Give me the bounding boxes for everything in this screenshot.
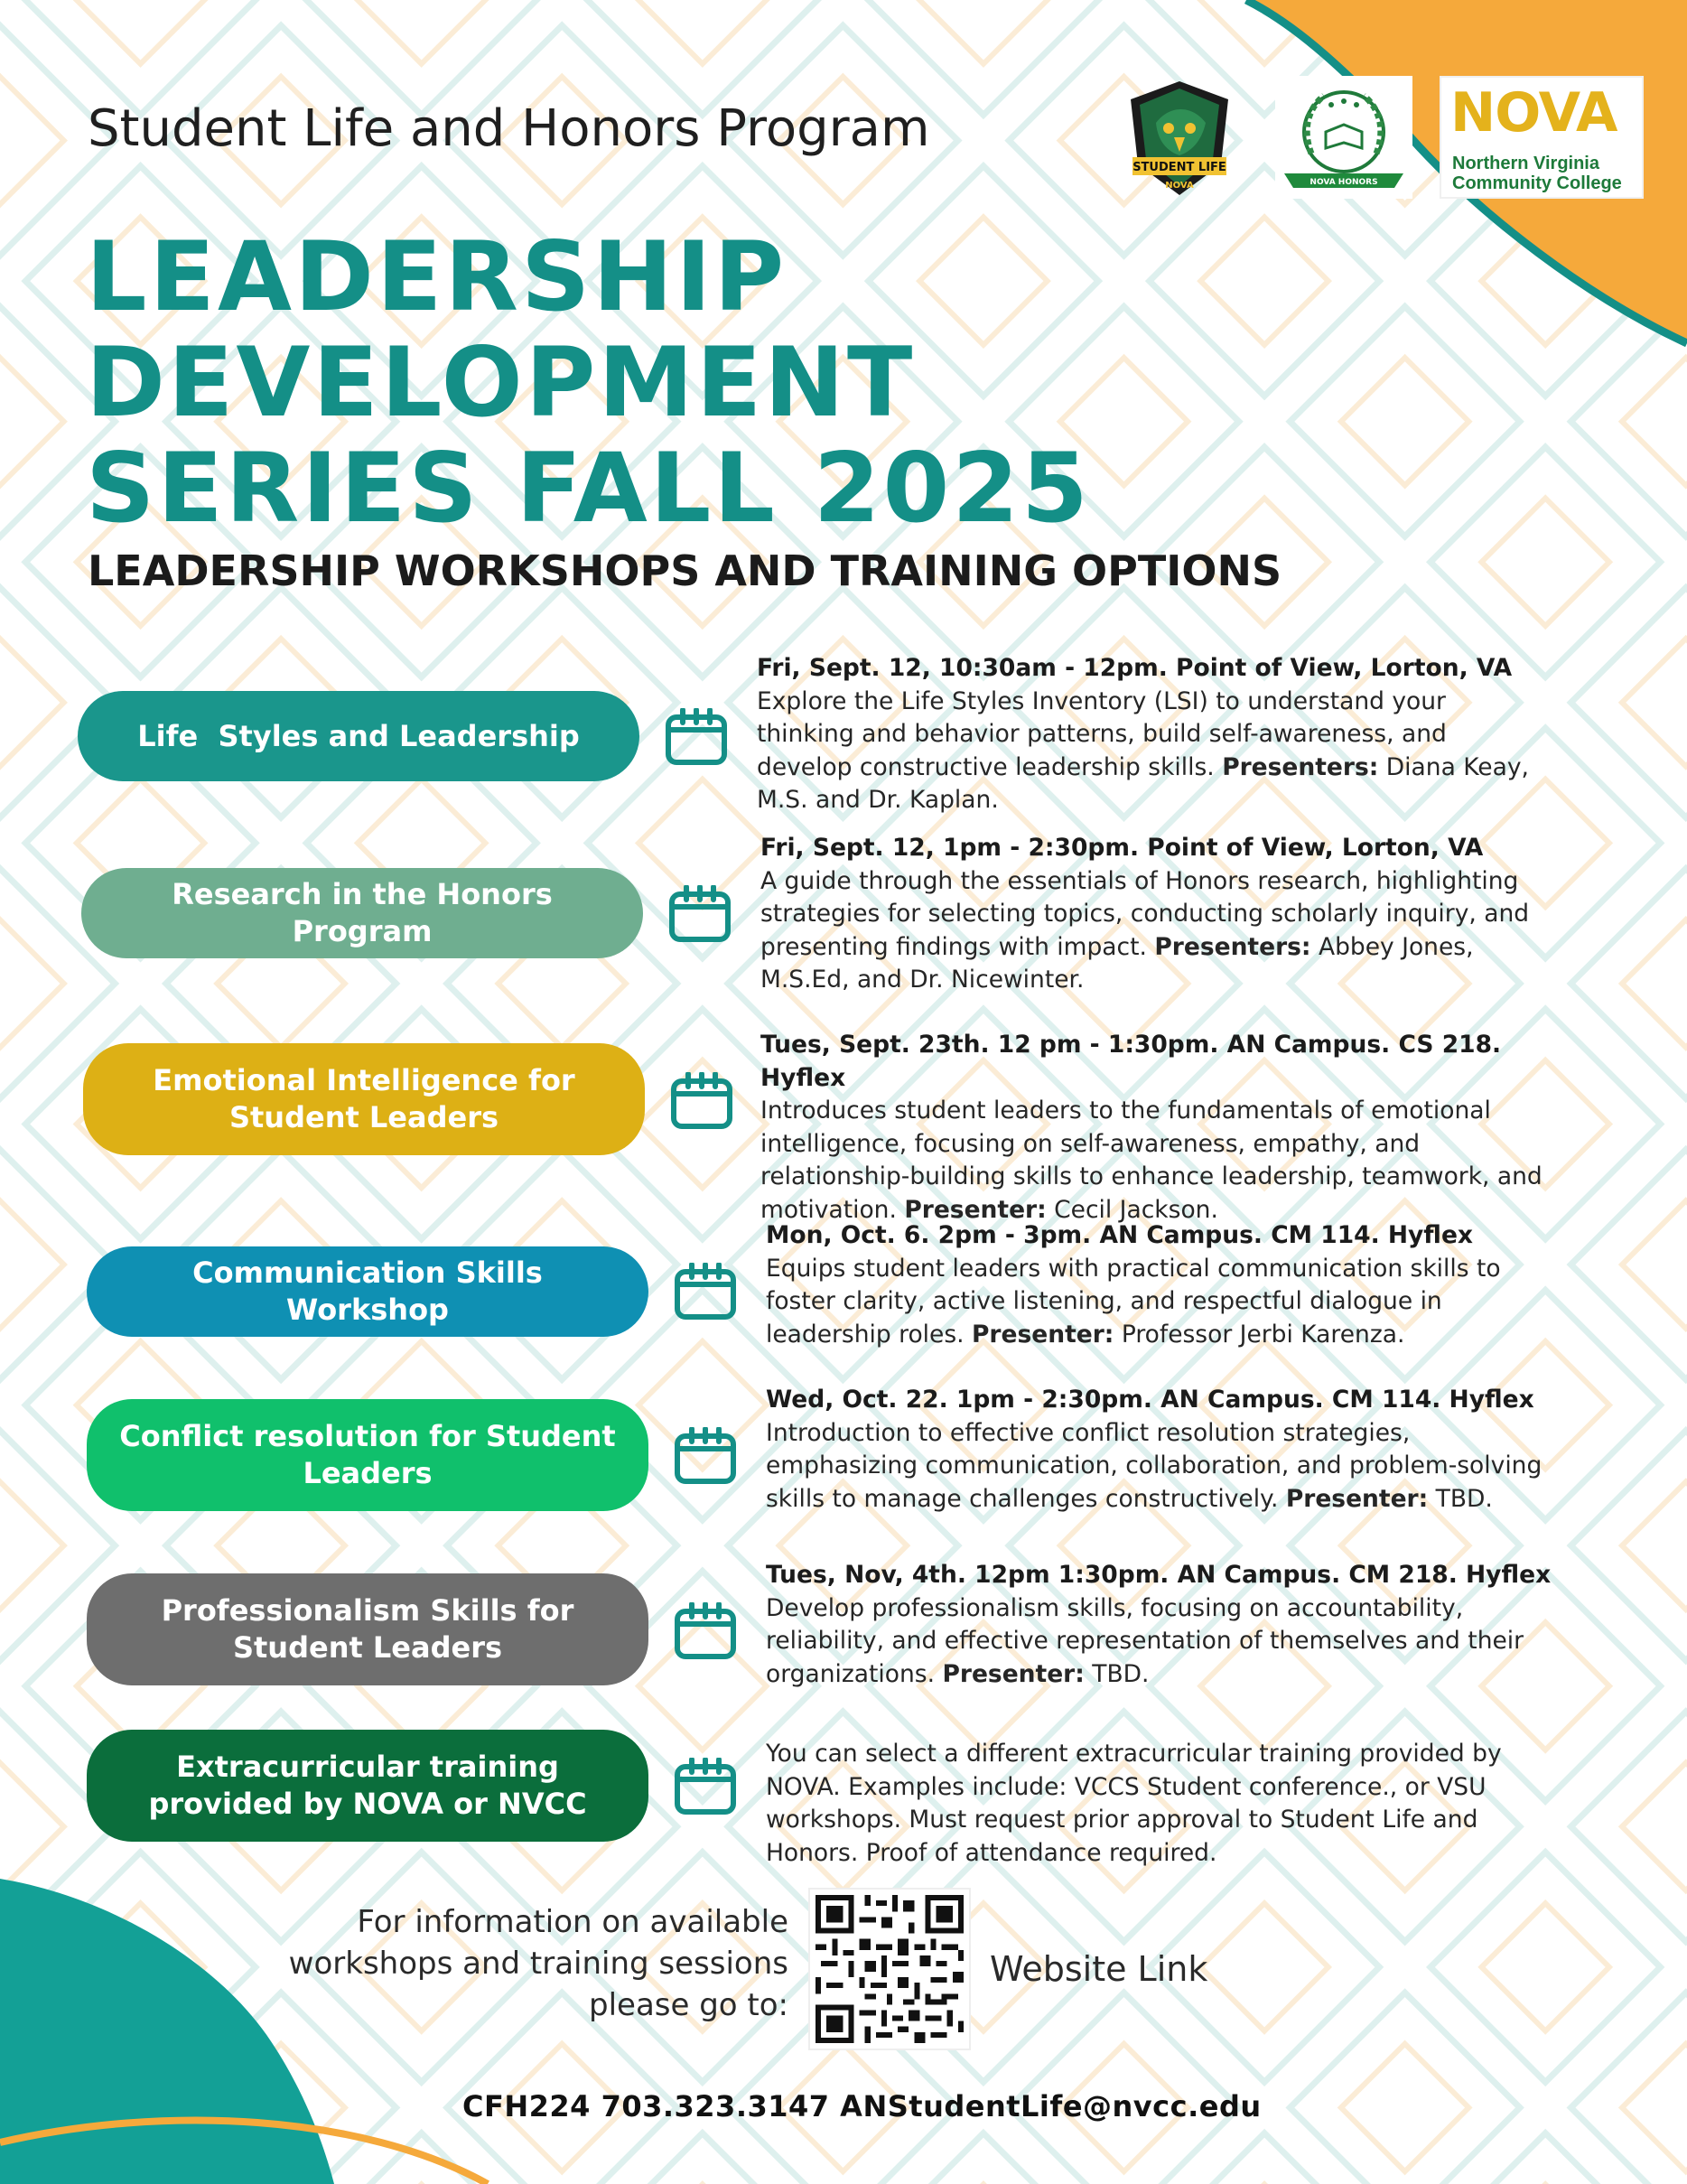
- workshop-details-communication: [766, 1219, 1552, 1351]
- workshop-pill-professionalism: [87, 1573, 648, 1685]
- title-line-3: SERIES FALL 2025: [86, 433, 1091, 544]
- workshop-pill-communication: [87, 1246, 648, 1337]
- workshop-details-conflict-resolution: [766, 1384, 1552, 1516]
- workshop-title: Emotional Intelligence for Student Leaders: [153, 1063, 575, 1134]
- workshop-details-extracurricular: [766, 1738, 1552, 1870]
- workshop-description: A guide through the essentials of Honors research, highlighting strategies for selecting topics, conducting scholarly inquiry, and presenting findings with impact. Presenters: Abbey Jones, M.S.Ed, and Dr. Nicewinter.: [760, 866, 1530, 994]
- student-life-logo: [1120, 78, 1239, 199]
- calendar-icon: [670, 1072, 733, 1130]
- title-line-2: DEVELOPMENT: [86, 327, 916, 438]
- workshop-datetime: Tues, Sept. 23th. 12 pm - 1:30pm. AN Campus. CS 218. Hyflex: [760, 1031, 1502, 1092]
- section-title: LEADERSHIP WORKSHOPS AND TRAINING OPTIONS: [88, 546, 1282, 595]
- calendar-icon: [668, 885, 732, 943]
- nova-honors-logo: [1275, 76, 1412, 199]
- workshop-pill-research: [81, 868, 643, 958]
- website-link[interactable]: Website Link: [990, 1949, 1208, 1989]
- workshop-title: Communication Skills Workshop: [192, 1255, 543, 1327]
- workshop-title: Professionalism Skills for Student Leaders: [161, 1593, 574, 1665]
- workshop-description: You can select a different extracurricular training provided by NOVA. Examples include: VCCS Student conference., or VSU workshops. Must request prior approval to Student Life and Honors. Proof of attendance required.: [766, 1740, 1502, 1867]
- workshop-details-life-styles: [757, 652, 1543, 817]
- workshop-description: Introduces student leaders to the fundamentals of emotional intelligence, focusing on self-awareness, empathy, and relationship-building skills to enhance leadership, teamwork, and motivation. Presenter: Cecil Jackson.: [760, 1097, 1543, 1224]
- calendar-icon: [674, 1427, 737, 1485]
- workshop-pill-emotional-intelligence: [83, 1043, 645, 1155]
- page-title: [86, 221, 1091, 544]
- workshop-datetime: Fri, Sept. 12, 10:30am - 12pm. Point of View, Lorton, VA: [757, 654, 1513, 682]
- workshop-description: Introduction to effective conflict resolution strategies, emphasizing communication, collaboration, and problem-solving skills to manage challenges constructively. Presenter: TBD.: [766, 1418, 1543, 1513]
- workshop-description: Explore the Life Styles Inventory (LSI) to understand your thinking and behavior patterns, build self-awareness, and develop constructive leadership skills. Presenters: Diana Keay, M.S. and Dr. Kaplan.: [757, 686, 1529, 814]
- workshop-details-emotional-intelligence: [760, 1029, 1546, 1227]
- qr-code-icon: [810, 1890, 969, 2049]
- workshop-datetime: Fri, Sept. 12, 1pm - 2:30pm. Point of View, Lorton, VA: [760, 834, 1484, 862]
- svg-text:NOVA: NOVA: [1165, 181, 1194, 191]
- nova-logo-subtitle-2: Community College: [1452, 173, 1622, 193]
- calendar-icon: [674, 1602, 737, 1660]
- workshop-title: Life Styles and Leadership: [137, 718, 580, 753]
- workshop-datetime: Tues, Nov, 4th. 12pm 1:30pm. AN Campus. CM 218. Hyflex: [766, 1561, 1552, 1589]
- nova-logo-subtitle-1: Northern Virginia: [1452, 154, 1599, 173]
- nova-logo: [1440, 76, 1644, 199]
- workshop-title: Extracurricular training provided by NOVA or NVCC: [148, 1750, 587, 1821]
- svg-text:NOVA HONORS: NOVA HONORS: [1310, 178, 1378, 187]
- workshop-pill-life-styles: [78, 691, 639, 781]
- qr-code[interactable]: [808, 1888, 971, 2050]
- workshop-datetime: Mon, Oct. 6. 2pm - 3pm. AN Campus. CM 114. Hyflex: [766, 1221, 1474, 1249]
- contact-info: CFH224 703.323.3147 ANStudentLife@nvcc.edu: [462, 2089, 1262, 2123]
- title-line-1: LEADERSHIP: [86, 221, 788, 332]
- workshop-pill-extracurricular: [87, 1730, 648, 1842]
- workshop-description: Equips student leaders with practical communication skills to foster clarity, active listening, and respectful dialogue in leadership roles. Presenter: Professor Jerbi Karenza.: [766, 1254, 1501, 1349]
- workshop-pill-conflict-resolution: [87, 1399, 648, 1511]
- nova-logo-name: NOVA: [1450, 81, 1617, 145]
- workshop-details-research: [760, 832, 1546, 997]
- student-life-logo-text: STUDENT LIFE: [1132, 161, 1226, 174]
- calendar-icon: [674, 1263, 737, 1321]
- program-name: Student Life and Honors Program: [88, 99, 930, 158]
- workshop-title: Conflict resolution for Student Leaders: [119, 1419, 616, 1490]
- workshop-details-professionalism: [766, 1559, 1552, 1691]
- info-text: For information on available workshops and training sessions please go to:: [288, 1904, 788, 2023]
- workshop-datetime: Wed, Oct. 22. 1pm - 2:30pm. AN Campus. CM 114. Hyflex: [766, 1386, 1534, 1414]
- calendar-icon: [665, 708, 728, 766]
- workshop-title: Research in the Honors Program: [172, 877, 553, 948]
- workshop-description: Develop professionalism skills, focusing on accountability, reliability, and effective representation of themselves and their organizations. Presenter: TBD.: [766, 1593, 1524, 1688]
- calendar-icon: [674, 1758, 737, 1815]
